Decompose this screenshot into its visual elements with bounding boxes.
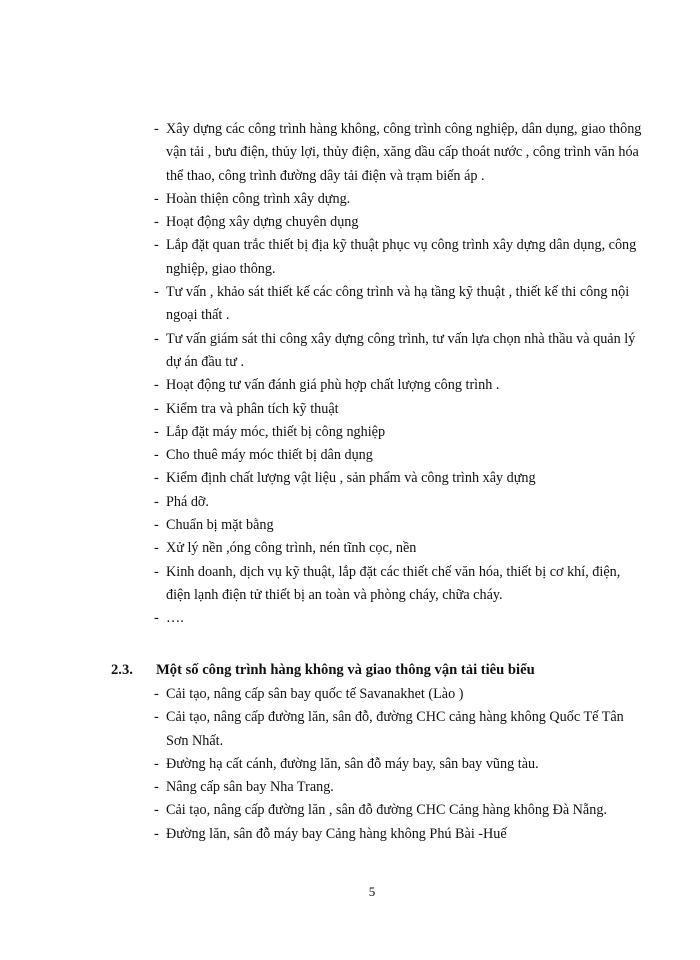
list-item xyxy=(146,537,646,560)
bullet-dash: - xyxy=(154,237,159,254)
list-item xyxy=(146,823,646,846)
bullet-dash: - xyxy=(154,686,159,702)
list-item-text: Đường lăn, sân đỗ máy bay Cảng hàng không Phú Bài -Huế xyxy=(166,825,507,842)
featured-projects-list xyxy=(146,683,646,846)
list-item xyxy=(146,561,646,608)
bullet-dash: - xyxy=(154,802,159,819)
bullet-dash: - xyxy=(154,825,159,842)
list-item-text: Lắp đặt quan trắc thiết bị địa kỹ thuật phục vụ công trình xây dựng dân dụng, công nghiệp, giao thông. xyxy=(166,237,637,277)
bullet-dash: - xyxy=(154,400,159,417)
list-item xyxy=(146,118,646,188)
bullet-dash: - xyxy=(154,540,159,557)
list-item-text: Xây dựng các công trình hàng không, công trình công nghiệp, dân dụng, giao thông vận tải , bưu điện, thủy lợi, thủy điện, xăng dầu cấp thoát nước , công trình văn hóa thể thao, công trình đường dây tải điện và trạm biến áp . xyxy=(166,121,642,184)
bullet-dash: - xyxy=(154,190,159,207)
section-heading xyxy=(111,658,535,682)
list-item-text: Cải tạo, nâng cấp sân bay quốc tế Savanakhet (Lào ) xyxy=(166,686,464,702)
bullet-dash: - xyxy=(154,517,159,534)
list-item xyxy=(146,211,646,234)
list-item-text: Cho thuê máy móc thiết bị dân dụng xyxy=(166,447,373,464)
list-item xyxy=(146,188,646,211)
list-item-text: …. xyxy=(166,610,184,627)
list-item-text: Kiểm định chất lượng vật liệu , sản phẩm và công trình xây dựng xyxy=(166,470,536,487)
list-item xyxy=(146,398,646,421)
business-lines-list xyxy=(146,118,646,631)
bullet-dash: - xyxy=(154,610,159,627)
bullet-dash: - xyxy=(154,423,159,440)
section-number: 2.3. xyxy=(111,662,133,678)
list-item-text: Lắp đặt máy móc, thiết bị công nghiệp xyxy=(166,423,386,440)
bullet-dash: - xyxy=(154,447,159,464)
bullet-dash: - xyxy=(154,121,159,137)
bullet-dash: - xyxy=(154,755,159,772)
bullet-dash: - xyxy=(154,493,159,510)
page-number: 5 xyxy=(368,884,376,899)
bullet-dash: - xyxy=(154,330,159,347)
list-item-text: Cải tạo, nâng cấp đường lăn , sân đỗ đường CHC Cảng hàng không Đà Nẵng. xyxy=(166,802,607,819)
list-item xyxy=(146,799,646,822)
bullet-dash: - xyxy=(154,563,159,580)
bullet-dash: - xyxy=(154,284,159,301)
list-item xyxy=(146,514,646,537)
list-item-text: Kinh doanh, dịch vụ kỹ thuật, lắp đặt các thiết chế văn hóa, thiết bị cơ khí, điện, điện lạnh điện tử thiết bị an toàn và phòng cháy, chữa cháy. xyxy=(166,563,621,603)
list-item xyxy=(146,753,646,776)
list-item-text: Chuẩn bị mặt bằng xyxy=(166,517,274,534)
list-item-text: Xử lý nền ,óng công trình, nén tĩnh cọc, nền xyxy=(166,540,417,557)
list-item xyxy=(146,328,646,375)
list-item-text: Phá dỡ. xyxy=(166,493,209,510)
bullet-dash: - xyxy=(154,709,159,726)
list-item xyxy=(146,234,646,281)
list-item xyxy=(146,421,646,444)
list-item-text: Đường hạ cất cánh, đường lăn, sân đỗ máy bay, sân bay vũng tàu. xyxy=(166,755,539,772)
list-item-text: Hoạt động tư vấn đánh giá phù hợp chất lượng công trình . xyxy=(166,377,500,394)
list-item xyxy=(146,374,646,397)
list-item-text: Nâng cấp sân bay Nha Trang. xyxy=(166,779,334,796)
list-item xyxy=(146,491,646,514)
bullet-dash: - xyxy=(154,470,159,487)
list-item-text: Kiểm tra và phân tích kỹ thuật xyxy=(166,400,339,417)
list-item-text: Hoàn thiện công trình xây dựng. xyxy=(166,190,351,207)
section-title: Một số công trình hàng không và giao thông vận tải tiêu biểu xyxy=(156,662,535,678)
bullet-dash: - xyxy=(154,377,159,394)
list-item xyxy=(146,607,646,630)
list-item-text: Tư vấn giám sát thi công xây dựng công trình, tư vấn lựa chọn nhà thầu và quản lý dự án đầu tư . xyxy=(166,330,636,370)
list-item xyxy=(146,683,646,706)
bullet-dash: - xyxy=(154,779,159,796)
list-item-text: Tư vấn , khảo sát thiết kế các công trình và hạ tầng kỹ thuật , thiết kế thi công nội ngoại thất . xyxy=(166,284,630,324)
list-item xyxy=(146,706,646,753)
list-item-text: Hoạt động xây dựng chuyên dụng xyxy=(166,214,359,231)
list-item-text: Cải tạo, nâng cấp đường lăn, sân đỗ, đường CHC cảng hàng không Quốc Tế Tân Sơn Nhất. xyxy=(166,709,624,749)
list-item xyxy=(146,467,646,490)
list-item xyxy=(146,281,646,328)
list-item xyxy=(146,776,646,799)
bullet-dash: - xyxy=(154,214,159,231)
list-item xyxy=(146,444,646,467)
